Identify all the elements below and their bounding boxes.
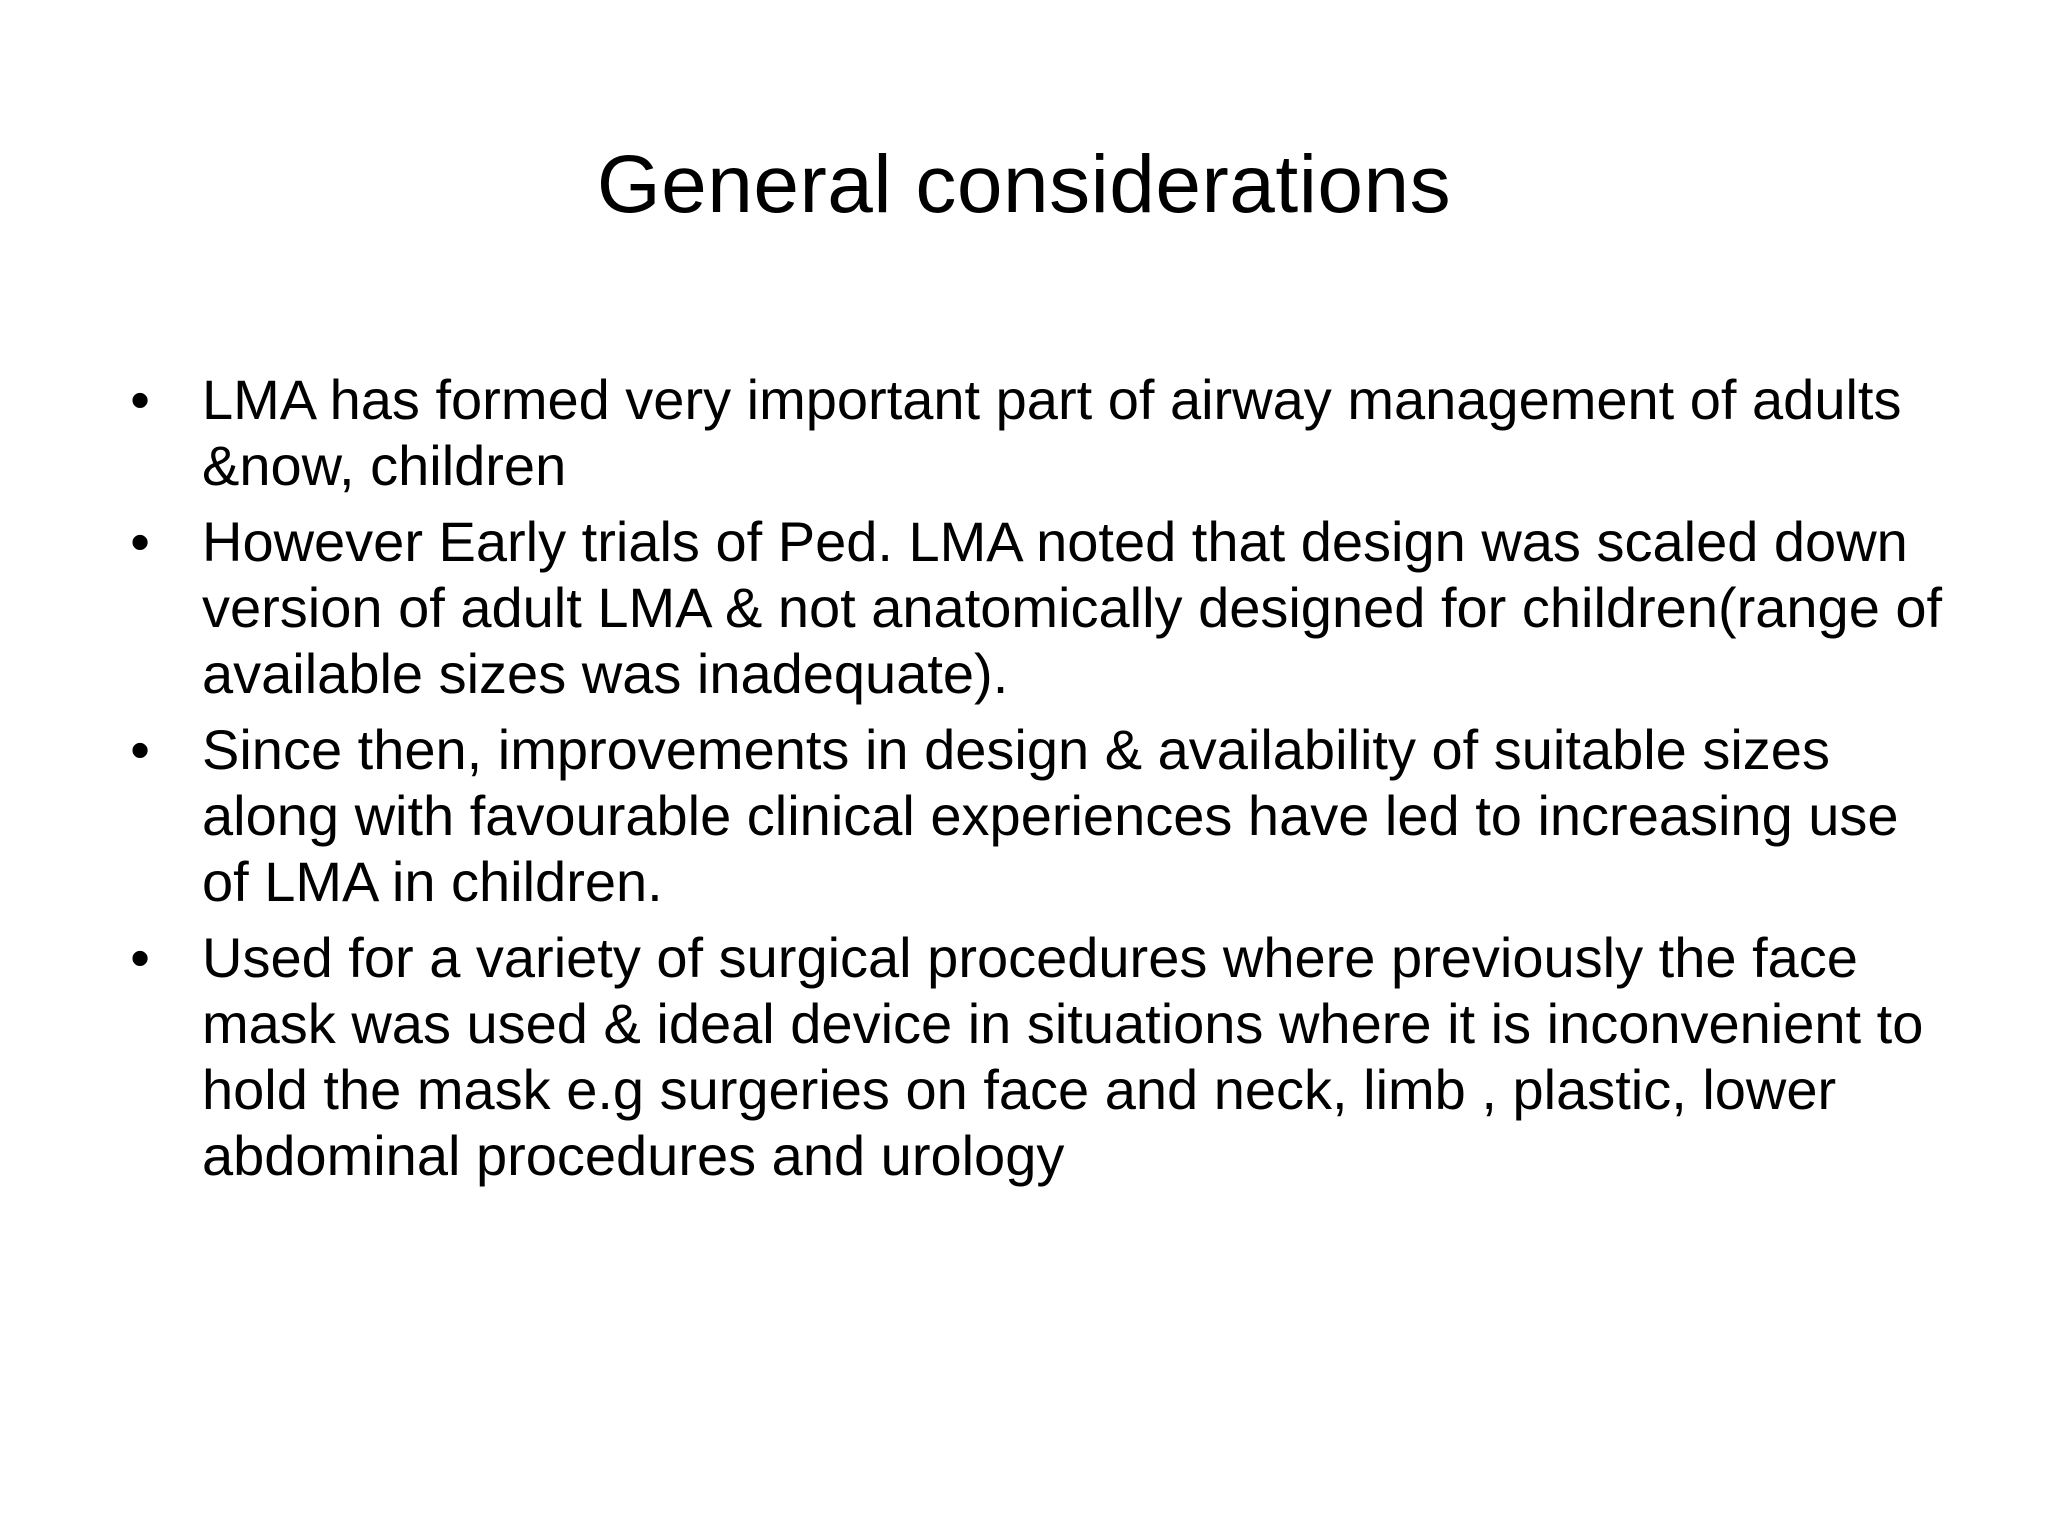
bullet-text: Since then, improvements in design & availability of suitable sizes along with favourable clinical experiences have led to increasing use of LMA in children. [202, 718, 1899, 913]
slide-title: General considerations [596, 139, 1452, 230]
bullet-dot-icon: • [130, 510, 150, 573]
bullet-dot-icon: • [130, 926, 150, 989]
bullet-text: Used for a variety of surgical procedures where previously the face mask was used & ideal device in situations where it is inconvenient to hold the mask e.g surgeries on face and neck, limb , plastic, lower abdominal procedures and urology [202, 926, 1924, 1187]
list-item [120, 367, 1950, 499]
bullet-dot-icon: • [130, 368, 150, 431]
list-item [120, 717, 1950, 915]
list-item [120, 509, 1950, 707]
list-item [120, 925, 1950, 1189]
bullet-text: LMA has formed very important part of airway management of adults &now, children [202, 368, 1902, 497]
bullet-text: However Early trials of Ped. LMA noted that design was scaled down version of adult LMA & not anatomically designed for children(range of available sizes was inadequate). [202, 510, 1943, 705]
bullet-dot-icon: • [130, 718, 150, 781]
bullet-list [120, 367, 1950, 1199]
